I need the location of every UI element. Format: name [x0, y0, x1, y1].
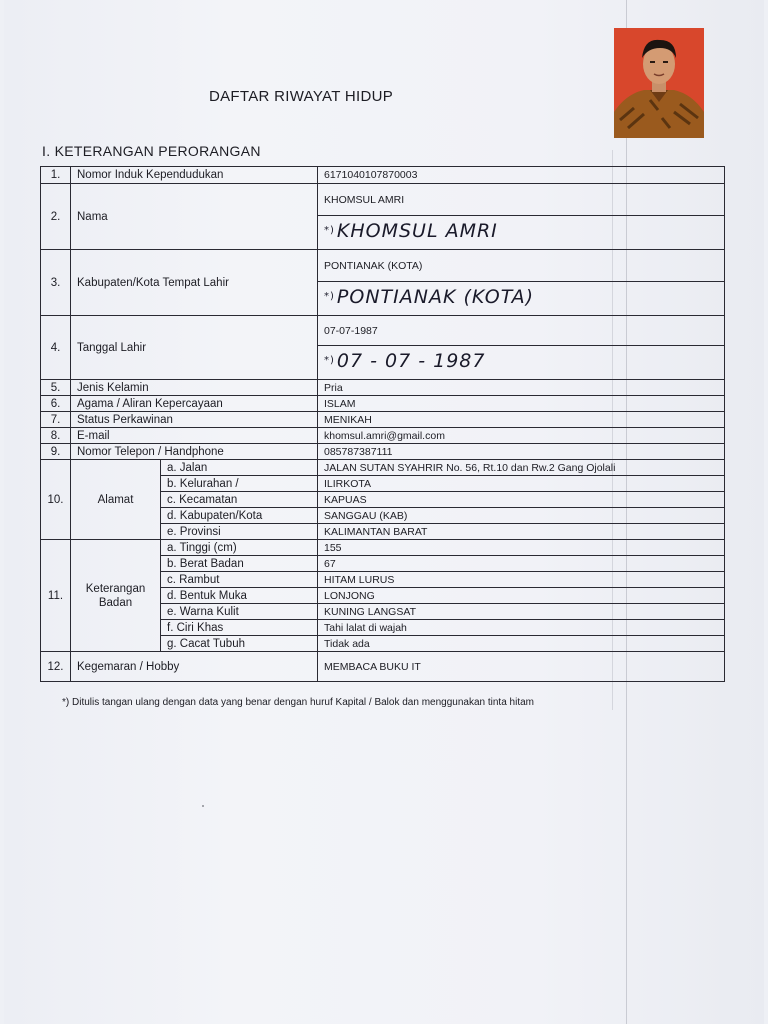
table-row: [41, 396, 725, 412]
table-row: [41, 444, 725, 460]
section-title: I. KETERANGAN PERORANGAN: [42, 143, 261, 159]
handwritten-field[interactable]: *) KHOMSUL AMRI: [318, 216, 725, 250]
row-number: 2.: [41, 184, 71, 250]
field-value: Pria: [318, 380, 725, 396]
sub-field-label: b. Kelurahan /: [161, 476, 318, 492]
table-row: [41, 540, 725, 556]
table-row: [41, 316, 725, 346]
field-value: LONJONG: [318, 588, 725, 604]
field-label: Jenis Kelamin: [71, 380, 318, 396]
sub-field-label: a. Jalan: [161, 460, 318, 476]
row-number: 10.: [41, 460, 71, 540]
table-row: [41, 380, 725, 396]
table-row: [41, 184, 725, 216]
field-value: 155: [318, 540, 725, 556]
handwritten-birthdate: 07 - 07 - 1987: [336, 350, 486, 372]
sub-field-label: b. Berat Badan: [161, 556, 318, 572]
field-value: HITAM LURUS: [318, 572, 725, 588]
field-value: JALAN SUTAN SYAHRIR No. 56, Rt.10 dan Rw.2 Gang Ojolali: [318, 460, 725, 476]
field-value: PONTIANAK (KOTA): [318, 250, 725, 282]
field-label: Nomor Induk Kependudukan: [71, 167, 318, 184]
field-label: Agama / Aliran Kepercayaan: [71, 396, 318, 412]
field-label: Nama: [71, 184, 318, 250]
field-value: KHOMSUL AMRI: [318, 184, 725, 216]
sub-field-label: f. Ciri Khas: [161, 620, 318, 636]
sub-field-label: e. Warna Kulit: [161, 604, 318, 620]
field-value: MEMBACA BUKU IT: [318, 652, 725, 682]
field-value: 085787387111: [318, 444, 725, 460]
table-row: [41, 167, 725, 184]
field-label: Nomor Telepon / Handphone: [71, 444, 318, 460]
handwritten-birthplace: PONTIANAK (KOTA): [336, 286, 535, 308]
field-value: khomsul.amri@gmail.com: [318, 428, 725, 444]
field-value: 67: [318, 556, 725, 572]
field-label: Kabupaten/Kota Tempat Lahir: [71, 250, 318, 316]
sub-field-label: c. Kecamatan: [161, 492, 318, 508]
sub-field-label: g. Cacat Tubuh: [161, 636, 318, 652]
sub-field-label: d. Kabupaten/Kota: [161, 508, 318, 524]
field-value: Tidak ada: [318, 636, 725, 652]
row-number: 3.: [41, 250, 71, 316]
field-value: ISLAM: [318, 396, 725, 412]
scan-speck: [202, 805, 204, 807]
row-number: 4.: [41, 316, 71, 380]
field-value: KALIMANTAN BARAT: [318, 524, 725, 540]
field-label: Keterangan Badan: [71, 540, 161, 652]
table-row: [41, 652, 725, 682]
field-label: Alamat: [71, 460, 161, 540]
row-number: 5.: [41, 380, 71, 396]
row-number: 7.: [41, 412, 71, 428]
table-row: [41, 250, 725, 282]
row-number: 1.: [41, 167, 71, 184]
footnote: *) Ditulis tangan ulang dengan data yang benar dengan huruf Kapital / Balok dan menggunakan tinta hitam: [62, 697, 535, 708]
sub-field-label: a. Tinggi (cm): [161, 540, 318, 556]
field-label: Status Perkawinan: [71, 412, 318, 428]
table-row: [41, 460, 725, 476]
row-number: 9.: [41, 444, 71, 460]
field-value: ILIRKOTA: [318, 476, 725, 492]
table-row: [41, 428, 725, 444]
document-title: DAFTAR RIWAYAT HIDUP: [208, 88, 394, 105]
handwritten-field[interactable]: *) PONTIANAK (KOTA): [318, 282, 725, 316]
row-number: 12.: [41, 652, 71, 682]
sub-field-label: d. Bentuk Muka: [161, 588, 318, 604]
field-label: Kegemaran / Hobby: [71, 652, 318, 682]
field-label: Tanggal Lahir: [71, 316, 318, 380]
field-value: Tahi lalat di wajah: [318, 620, 725, 636]
field-value: MENIKAH: [318, 412, 725, 428]
field-value: KAPUAS: [318, 492, 725, 508]
row-number: 8.: [41, 428, 71, 444]
handwritten-name: KHOMSUL AMRI: [336, 220, 498, 242]
table-row: [41, 412, 725, 428]
field-value: 07-07-1987: [318, 316, 725, 346]
field-label: E-mail: [71, 428, 318, 444]
profile-photo: [614, 28, 704, 138]
field-value: SANGGAU (KAB): [318, 508, 725, 524]
personal-info-table: [40, 166, 725, 682]
field-value: 6171040107870003: [318, 167, 725, 184]
sub-field-label: e. Provinsi: [161, 524, 318, 540]
row-number: 6.: [41, 396, 71, 412]
field-value: KUNING LANGSAT: [318, 604, 725, 620]
row-number: 11.: [41, 540, 71, 652]
handwritten-field[interactable]: *) 07 - 07 - 1987: [318, 346, 725, 380]
sub-field-label: c. Rambut: [161, 572, 318, 588]
